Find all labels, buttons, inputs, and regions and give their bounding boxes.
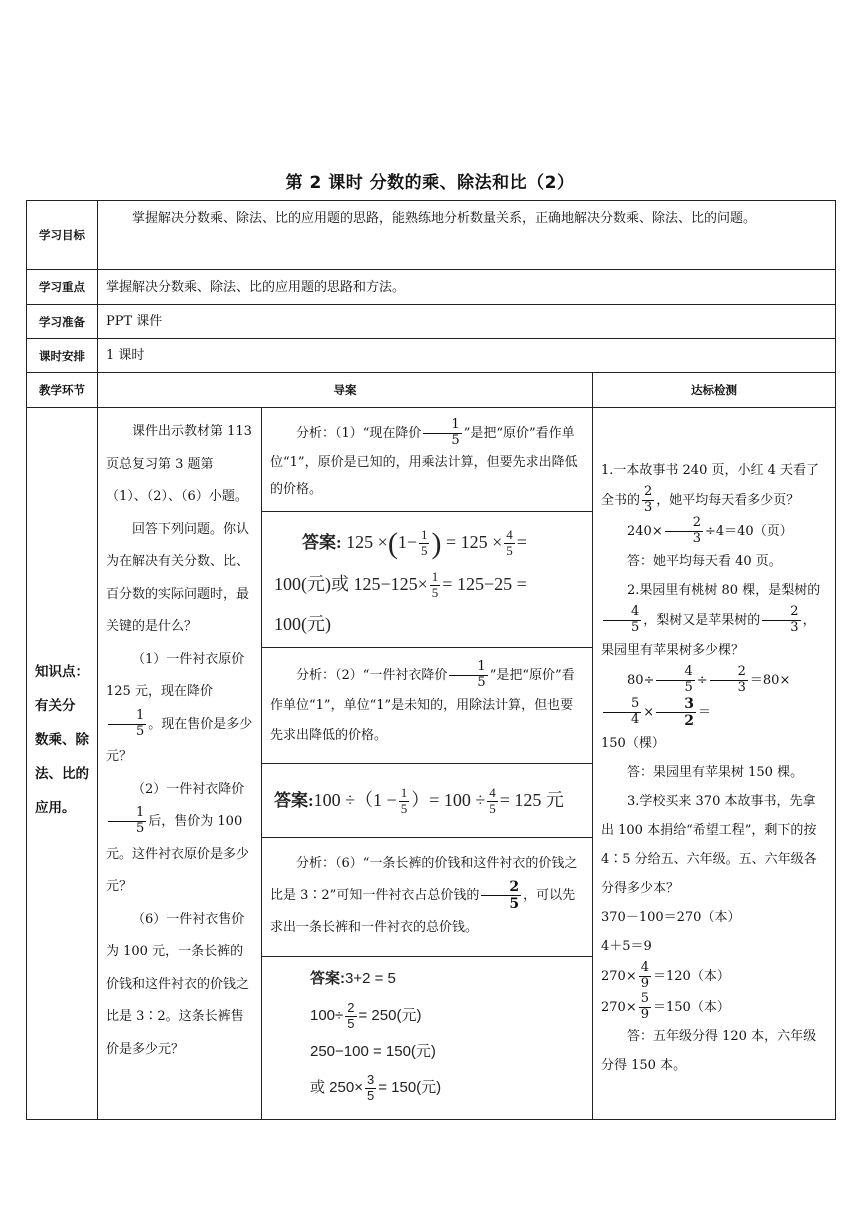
time-label: 课时安排 xyxy=(26,338,98,373)
guide-cell xyxy=(97,407,262,1120)
header-col3: 达标检测 xyxy=(592,372,836,408)
check-r1: 答：她平均每天看 40 页。 xyxy=(627,553,782,569)
check-s3-2: 4＋5＝9 xyxy=(601,938,652,954)
knowledge-line: 法、比的 xyxy=(35,765,89,782)
fraction: $\frac{1}{5}$ xyxy=(449,660,487,691)
knowledge-line: 有关分 xyxy=(35,697,76,714)
answer-6-line2: 100÷ $\frac{2}{5}$ = 250(元) xyxy=(310,999,422,1031)
answer-1 xyxy=(261,511,593,648)
answer-6-line4: 或 250× $\frac{3}{5}$ = 150(元) xyxy=(310,1071,442,1103)
prep-label: 学习准备 xyxy=(26,304,98,339)
header-col1: 教学环节 xyxy=(26,372,98,408)
knowledge-line: 数乘、除 xyxy=(35,731,89,748)
answer-2-line: 答案:100 ÷（1 − $\frac{1}{5}$ ）= 100 ÷ $\frac{4}{5}$ = 125 元 xyxy=(274,785,564,817)
goal-text-content: 掌握解决分数乘、除法、比的应用题的思路，能熟练地分析数量关系，正确地解决分数乘、除法、比的问题。 xyxy=(132,211,757,226)
fraction: $\frac{1}{5}$ xyxy=(108,709,146,740)
goal-text xyxy=(97,200,836,270)
header-col2: 导案 xyxy=(97,372,593,408)
check-q3: 3.学校买来 370 本故事书，先拿出 100 本捐给“希望工程”，剩下的按 4∶5 分给五、六年级。五、六年级各分得多少本？ xyxy=(601,793,817,896)
time-text: 1 课时 xyxy=(97,338,836,373)
check-s3-4: 270× $\frac{5}{9}$ ＝150（本） xyxy=(601,990,730,1022)
check-s3-3: 270× $\frac{4}{9}$ ＝120（本） xyxy=(601,959,730,991)
page-title: 第 2 课时 分数的乘、除法和比（2） xyxy=(285,173,575,193)
check-q1: 1.一本故事书 240 页，小红 4 天看了全书的 $\frac{2}{3}$ ，她平均每天看多少页？ xyxy=(601,463,820,515)
knowledge-line: 知识点： xyxy=(35,663,89,680)
check-s2: 80÷ $\frac{4}{5}$ ÷ $\frac{2}{3}$ ＝80× $\frac{5}{4}$ × $\frac{3}{2}$ ＝ xyxy=(601,665,827,729)
lesson-table xyxy=(26,200,836,1120)
answer-1-line3: 100(元) xyxy=(274,613,331,634)
analysis-6: 分析：（6）“一条长裤的价钱和这件衬衣的价钱之比是 3∶2”可知一件衬衣占总价钱的 $\frac{2}{5}$ ，可以先求出一条长裤和一件衬衣的总价钱。 xyxy=(261,837,593,957)
check-r2: 答：果园里有苹果树 150 棵。 xyxy=(627,764,804,780)
guide-problem-2: （2）一件衬衣降价 $\frac{1}{5}$ 后，售价为 100 元。这件衬衣原价是多少元？ xyxy=(106,781,250,894)
prep-text: PPT 课件 xyxy=(97,304,836,339)
check-q2: 2.果园里有桃树 80 棵，是梨树的 $\frac{4}{5}$ ，梨树又是苹果树的 $\frac{2}{3}$ ，果园里有苹果树多少棵？ xyxy=(601,582,821,658)
answer-1-line2: 100(元)或 125−125× $\frac{1}{5}$ = 125−25 = xyxy=(274,569,527,601)
answer-6-line3: 250−100 = 150(元) xyxy=(310,1043,436,1060)
fraction: $\frac{1}{5}$ xyxy=(423,418,461,449)
knowledge-cell xyxy=(26,407,98,1120)
analysis-2: 分析：（2）“一件衬衣降价 $\frac{1}{5}$ ”是把“原价”看作单位“1”，单位“1”是未知的，用除法计算，但也要先求出降低的价格。 xyxy=(261,647,593,764)
fraction: $\frac{2}{5}$ xyxy=(481,879,521,912)
focus-text: 掌握解决分数乘、除法、比的应用题的思路和方法。 xyxy=(97,269,836,305)
guide-intro: 课件出示教材第 113 页总复习第 3 题第（1）、（2）、（6）小题。 xyxy=(106,424,252,504)
check-s3-1: 370－100＝270（本） xyxy=(601,909,741,925)
guide-question: 回答下列问题。你认为在解决有关分数、比、百分数的实际问题时，最关键的是什么？ xyxy=(106,521,250,634)
analysis-1: 分析：（1）“现在降价 $\frac{1}{5}$ ”是把“原价”看作单位“1”，原价是已知的，用乘法计算，但要先求出降低的价格。 xyxy=(261,407,593,512)
goal-label: 学习目标 xyxy=(26,200,98,270)
answer-6 xyxy=(261,956,593,1120)
answer-1-line1: 答案: 125 ×(1− $\frac{1}{5}$ ) = 125 × $\frac{4}{5}$ = xyxy=(302,526,527,560)
check-r3: 答：五年级分得 120 本，六年级分得 150 本。 xyxy=(601,1029,817,1074)
focus-label: 学习重点 xyxy=(26,269,98,305)
answer-2 xyxy=(261,763,593,838)
guide-problem-6: （6）一件衬衣售价为 100 元，一条长裤的价钱和这件衬衣的价钱之比是 3∶2。这条长裤售价是多少元？ xyxy=(106,911,250,1057)
fraction: $\frac{1}{5}$ xyxy=(108,806,146,837)
check-cell xyxy=(592,407,836,1120)
knowledge-line: 应用。 xyxy=(35,799,76,816)
answer-6-line1: 答案:3+2 = 5 xyxy=(310,970,396,987)
check-s1: 240× $\frac{2}{3}$ ÷4＝40（页） xyxy=(627,514,793,546)
check-s2-result: 150（棵） xyxy=(601,735,665,751)
guide-problem-1: （1）一件衬衣原价 125 元，现在降价 $\frac{1}{5}$ 。现在售价是多少元？ xyxy=(106,651,253,764)
